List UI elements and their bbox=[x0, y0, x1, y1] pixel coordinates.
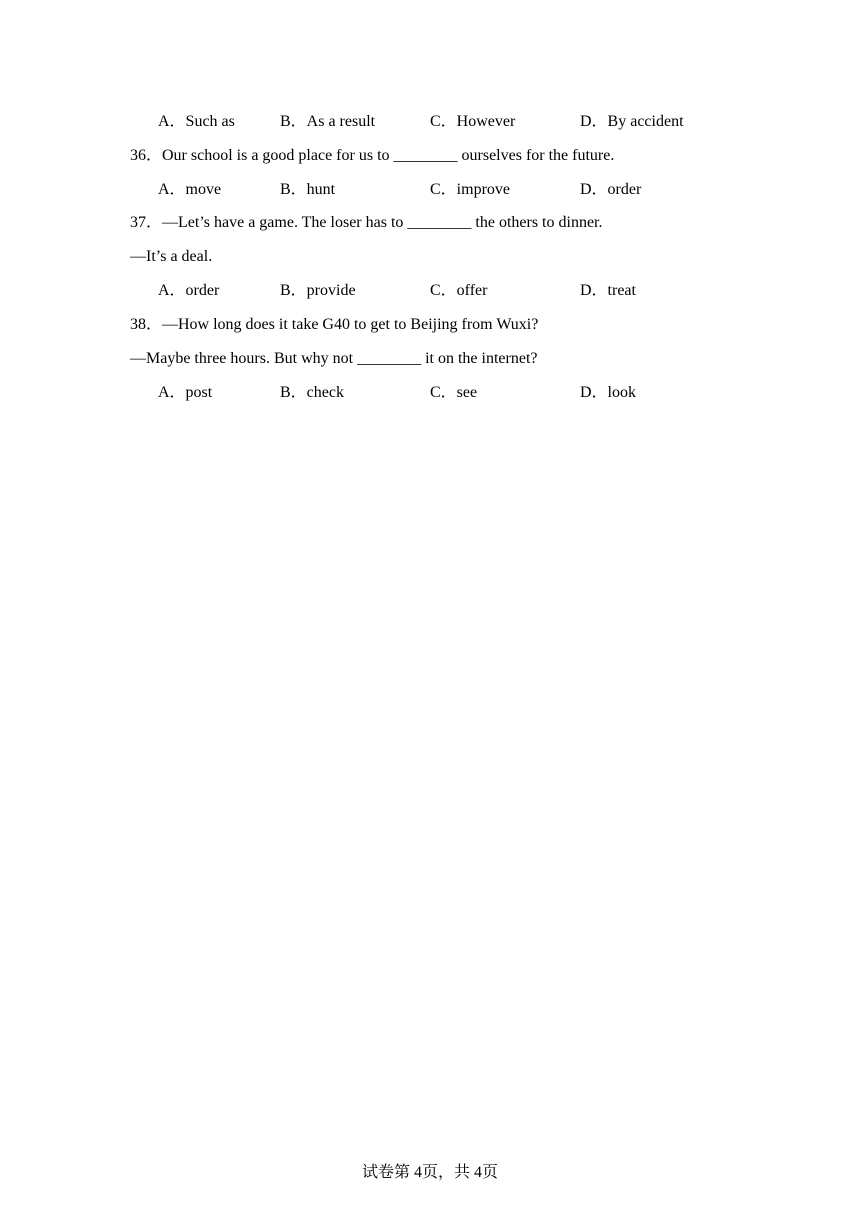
q36-option-b: B．hunt bbox=[280, 181, 336, 198]
q35-option-b: B．As a result bbox=[280, 113, 376, 130]
q37-option-b: B．provide bbox=[280, 282, 356, 299]
q36-stem: 36．Our school is a good place for us to ________ ourselves for the future. bbox=[130, 147, 615, 164]
q38-options bbox=[0, 383, 860, 403]
q35-option-d: D．By accident bbox=[580, 113, 684, 130]
q37-option-c: C．offer bbox=[430, 282, 488, 299]
q37-reply: —It’s a deal. bbox=[130, 248, 213, 265]
q36-option-d: D．order bbox=[580, 181, 642, 198]
q36-option-a: A．move bbox=[158, 181, 222, 198]
q36-option-c: C．improve bbox=[430, 181, 510, 198]
q37-stem: 37．—Let’s have a game. The loser has to ________ the others to dinner. bbox=[130, 214, 603, 231]
q38-option-c: C．see bbox=[430, 384, 478, 401]
q35-option-a: A．Such as bbox=[158, 113, 235, 130]
q35-option-c: C．However bbox=[430, 113, 516, 130]
q38-option-a: A．post bbox=[158, 384, 213, 401]
q38-option-d: D．look bbox=[580, 384, 637, 401]
q38-stem: 38．—How long does it take G40 to get to Beijing from Wuxi? bbox=[130, 316, 539, 333]
q37-option-d: D．treat bbox=[580, 282, 636, 299]
q35-options bbox=[0, 112, 860, 132]
q38-option-b: B．check bbox=[280, 384, 344, 401]
q37-options bbox=[0, 281, 860, 301]
q38-reply: —Maybe three hours. But why not ________ it on the internet? bbox=[130, 350, 538, 367]
page-footer: 试卷第 4页，共 4页 bbox=[361, 1164, 498, 1181]
q36-options bbox=[0, 180, 860, 200]
q37-option-a: A．order bbox=[158, 282, 220, 299]
